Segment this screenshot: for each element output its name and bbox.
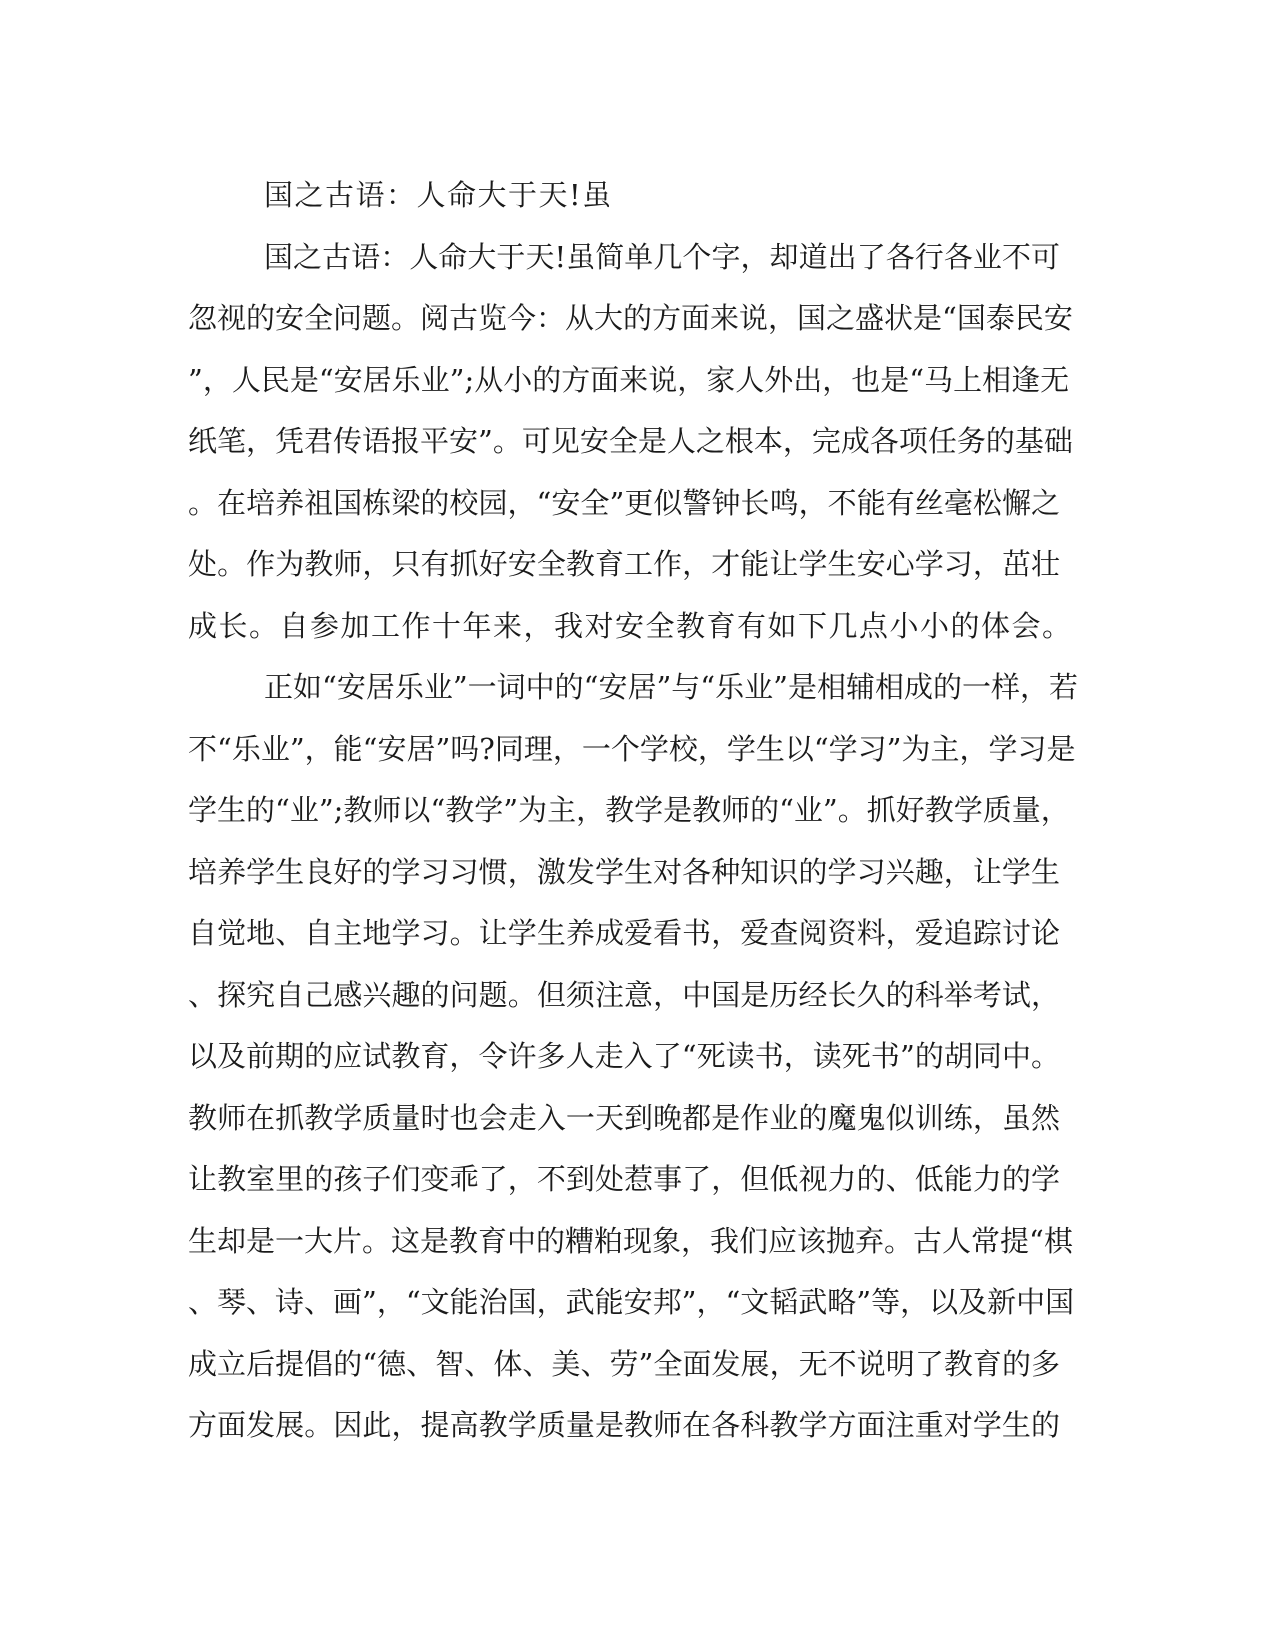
paragraph-2-line: 、琴、诗、画”，“文能治国，武能安邦”，“文韬武略”等，以及新中国 [188,1285,1075,1319]
paragraph-2-line: 学生的“业”;教师以“教学”为主，教学是教师的“业”。抓好教学质量， [188,793,1070,827]
paragraph-1-line: 。在培养祖国栋梁的校园，“安全”更似警钟长鸣，不能有丝毫松懈之 [188,485,1060,520]
paragraph-2-line: 自觉地、自主地学习。让学生养成爱看书，爱查阅资料，爱追踪讨论 [188,916,1060,950]
paragraph-1-line: 国之古语：人命大于天!虽简单几个字，却道出了各行各业不可 [264,239,1060,274]
paragraph-2-line: 方面发展。因此，提高教学质量是教师在各科教学方面注重对学生的 [188,1408,1060,1442]
paragraph-2-line: 培养学生良好的学习习惯，激发学生对各种知识的学习兴趣，让学生 [188,854,1060,889]
heading-line: 国之古语：人命大于天!虽 [264,178,613,212]
paragraph-2-line: 生却是一大片。这是教育中的糟粕现象，我们应该抛弃。古人常提“棋 [188,1223,1073,1258]
paragraph-2-line: 不“乐业”，能“安居”吗?同理，一个学校，学生以“学习”为主，学习是 [188,731,1076,766]
paragraph-1-line: 成长。自参加工作十年来，我对安全教育有如下几点小小的体会。 [188,608,1073,643]
document-body [188,165,1078,1457]
paragraph-1-line: 忽视的安全问题。阅古览今：从大的方面来说，国之盛状是“国泰民安 [188,301,1073,335]
paragraph-2-line: 成立后提倡的“德、智、体、美、劳”全面发展，无不说明了教育的多 [188,1346,1060,1381]
paragraph-2-line: 教师在抓教学质量时也会走入一天到晚都是作业的魔鬼似训练，虽然 [188,1100,1060,1135]
paragraph-1-line: 处。作为教师，只有抓好安全教育工作，才能让学生安心学习，茁壮 [188,547,1060,581]
paragraph-2-line: 正如“安居乐业”一词中的“安居”与“乐业”是相辅相成的一样，若 [264,670,1078,704]
paragraph-1-line: ”，人民是“安居乐业”;从小的方面来说，家人外出，也是“马上相逢无 [188,362,1070,397]
paragraph-1-line: 纸笔，凭君传语报平安”。可见安全是人之根本，完成各项任务的基础 [188,424,1073,458]
paragraph-2-line: 以及前期的应试教育，令许多人走入了“死读书，读死书”的胡同中。 [188,1039,1060,1073]
paragraph-2-line: 、探究自己感兴趣的问题。但须注意，中国是历经长久的科举考试， [188,977,1060,1012]
paragraph-2-line: 让教室里的孩子们变乖了，不到处惹事了，但低视力的、低能力的学 [188,1162,1060,1196]
